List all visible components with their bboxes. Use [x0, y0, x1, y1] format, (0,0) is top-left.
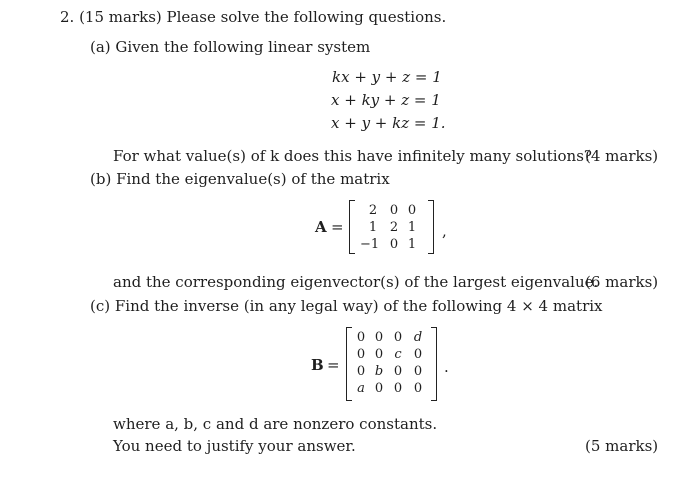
matrix-b-cell: 0: [356, 330, 366, 345]
matrix-b-cell: 0: [393, 364, 403, 379]
matrix-a-cell: 1: [368, 220, 378, 235]
matrix-b-cell: 0: [393, 330, 403, 345]
matrix-a-cell: 0: [389, 203, 399, 218]
part-b-prompt: and the corresponding eigenvector(s) of the largest eigenvalue.: [113, 273, 599, 291]
part-b-marks: (6 marks): [585, 273, 659, 291]
matrix-b-trailing-period: .: [444, 358, 449, 376]
matrix-a-right-bracket: [428, 200, 434, 254]
matrix-a-cell: 1: [407, 237, 417, 252]
matrix-b-cell: 0: [374, 347, 384, 362]
matrix-b-cell: 0: [356, 347, 366, 362]
matrix-b-cell: 0: [374, 381, 384, 396]
matrix-a-name: A: [315, 218, 327, 236]
matrix-a-equals: =: [331, 218, 344, 236]
matrix-b-cell: 0: [393, 381, 403, 396]
equation-2: x + ky + z = 1: [331, 91, 441, 109]
matrix-b-cell: 0: [356, 364, 366, 379]
matrix-b-equals: =: [327, 356, 340, 374]
matrix-b-cell: c: [394, 347, 402, 362]
matrix-b-cell: d: [413, 330, 423, 345]
matrix-a-trailing-comma: ,: [442, 222, 447, 240]
matrix-a-left-bracket: [349, 200, 355, 254]
matrix-b-cell: 0: [413, 364, 423, 379]
part-c-note-2: You need to justify your answer.: [113, 437, 356, 455]
matrix-a-cell: 0: [389, 237, 399, 252]
part-a-prompt: For what value(s) of k does this have infinitely many solutions?: [113, 147, 592, 165]
equation-1: kx + y + z = 1: [332, 68, 442, 86]
matrix-a-cell: −1: [360, 237, 380, 252]
matrix-b-right-bracket: [431, 327, 437, 401]
matrix-b-cell: b: [374, 364, 384, 379]
matrix-a-cell: 2: [368, 203, 378, 218]
matrix-a-cell: 1: [407, 220, 417, 235]
matrix-b-name: B: [311, 356, 324, 374]
matrix-b-cell: a: [357, 381, 365, 396]
part-a-label: (a) Given the following linear system: [90, 38, 371, 56]
matrix-a-cell: 0: [407, 203, 417, 218]
matrix-b-cell: 0: [374, 330, 384, 345]
part-b-label: (b) Find the eigenvalue(s) of the matrix: [90, 170, 390, 188]
matrix-a-cell: 2: [389, 220, 399, 235]
part-a-marks: (4 marks): [585, 147, 659, 165]
equation-3: x + y + kz = 1.: [331, 114, 446, 132]
part-c-marks: (5 marks): [585, 437, 659, 455]
matrix-b-cell: 0: [413, 381, 423, 396]
part-c-note-1: where a, b, c and d are nonzero constants.: [113, 415, 438, 433]
part-c-label: (c) Find the inverse (in any legal way) of the following 4 × 4 matrix: [90, 297, 603, 315]
question-header: 2. (15 marks) Please solve the following questions.: [60, 8, 447, 26]
matrix-b-cell: 0: [413, 347, 423, 362]
